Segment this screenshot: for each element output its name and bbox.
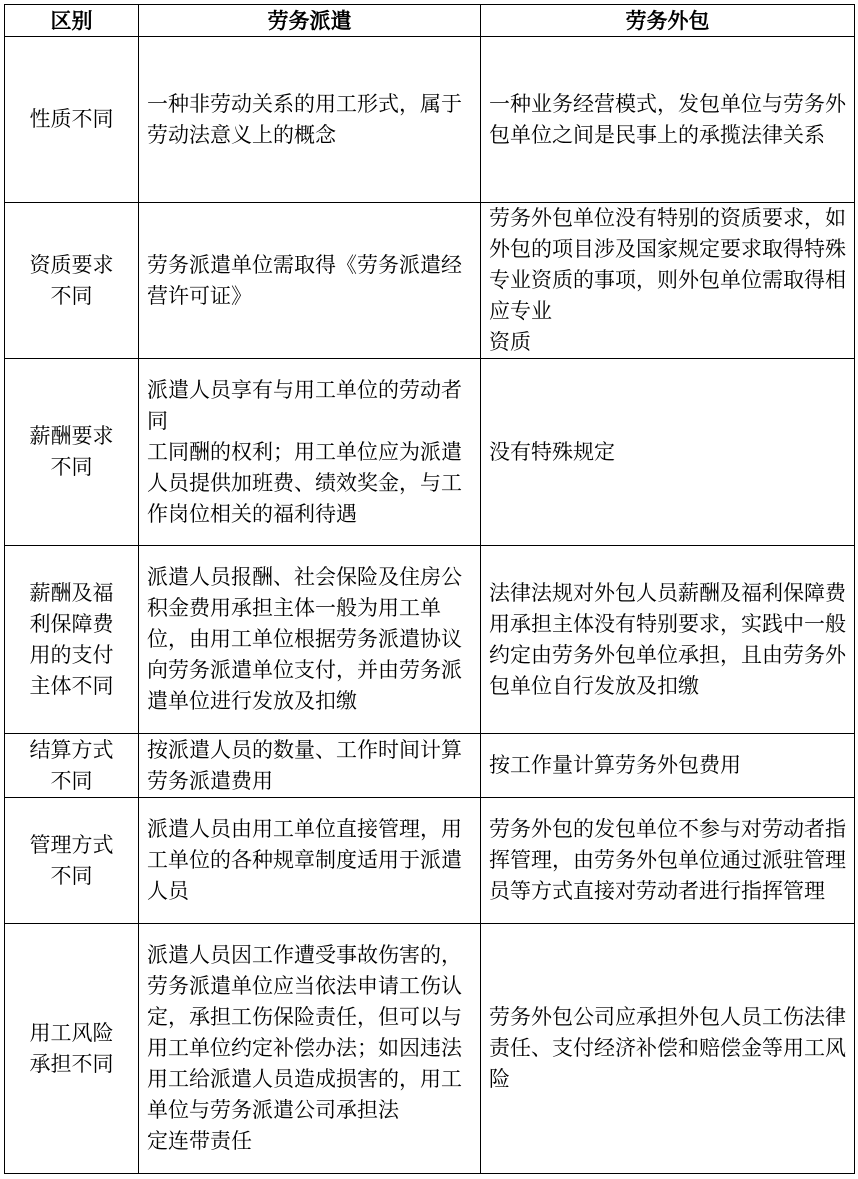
header-difference: 区别: [5, 5, 139, 37]
comparison-table: [4, 4, 855, 1174]
table-row: [5, 924, 855, 1174]
table-row: [5, 798, 855, 924]
outsourcing-cell: 一种业务经营模式，发包单位与劳务外包单位之间是民事上的承揽法律关系: [481, 37, 855, 203]
dispatch-cell: 派遣人员因工作遭受事故伤害的，劳务派遣单位应当依法申请工伤认定，承担工伤保险责任，但可以与用工单位约定补偿办法；如因违法用工给派遣人员造成损害的，用工单位与劳务派遣公司承担法 定连带责任: [139, 924, 481, 1174]
dispatch-cell: 按派遣人员的数量、工作时间计算劳务派遣费用: [139, 734, 481, 798]
row-label: 薪酬要求不同: [5, 359, 139, 546]
row-label: 性质不同: [5, 37, 139, 203]
outsourcing-cell: 没有特殊规定: [481, 359, 855, 546]
header-labor-outsourcing: 劳务外包: [481, 5, 855, 37]
table-row: [5, 546, 855, 734]
table-row: [5, 734, 855, 798]
header-row: [5, 5, 855, 37]
row-label: 资质要求不同: [5, 203, 139, 359]
dispatch-cell: 一种非劳动关系的用工形式，属于劳动法意义上的概念: [139, 37, 481, 203]
outsourcing-cell: 法律法规对外包人员薪酬及福利保障费用承担主体没有特别要求，实践中一般约定由劳务外包单位承担，且由劳务外包单位自行发放及扣缴: [481, 546, 855, 734]
dispatch-cell: 派遣人员报酬、社会保险及住房公积金费用承担主体一般为用工单位，由用工单位根据劳务派遣协议向劳务派遣单位支付，并由劳务派遣单位进行发放及扣缴: [139, 546, 481, 734]
dispatch-cell: 派遣人员由用工单位直接管理，用工单位的各种规章制度适用于派遣人员: [139, 798, 481, 924]
outsourcing-cell: 按工作量计算劳务外包费用: [481, 734, 855, 798]
header-labor-dispatch: 劳务派遣: [139, 5, 481, 37]
outsourcing-cell: 劳务外包的发包单位不参与对劳动者指挥管理，由劳务外包单位通过派驻管理员等方式直接对劳动者进行指挥管理: [481, 798, 855, 924]
dispatch-cell: 派遣人员享有与用工单位的劳动者同 工同酬的权利；用工单位应为派遣人员提供加班费、绩效奖金，与工作岗位相关的福利待遇: [139, 359, 481, 546]
row-label: 用工风险承担不同: [5, 924, 139, 1174]
dispatch-cell: 劳务派遣单位需取得《劳务派遣经营许可证》: [139, 203, 481, 359]
table-row: [5, 203, 855, 359]
row-label: 薪酬及福利保障费用的支付主体不同: [5, 546, 139, 734]
table-row: [5, 359, 855, 546]
outsourcing-cell: 劳务外包公司应承担外包人员工伤法律责任、支付经济补偿和赔偿金等用工风险: [481, 924, 855, 1174]
row-label: 结算方式不同: [5, 734, 139, 798]
outsourcing-cell: 劳务外包单位没有特别的资质要求，如外包的项目涉及国家规定要求取得特殊专业资质的事项，则外包单位需取得相应专业 资质: [481, 203, 855, 359]
row-label: 管理方式不同: [5, 798, 139, 924]
table-row: [5, 37, 855, 203]
